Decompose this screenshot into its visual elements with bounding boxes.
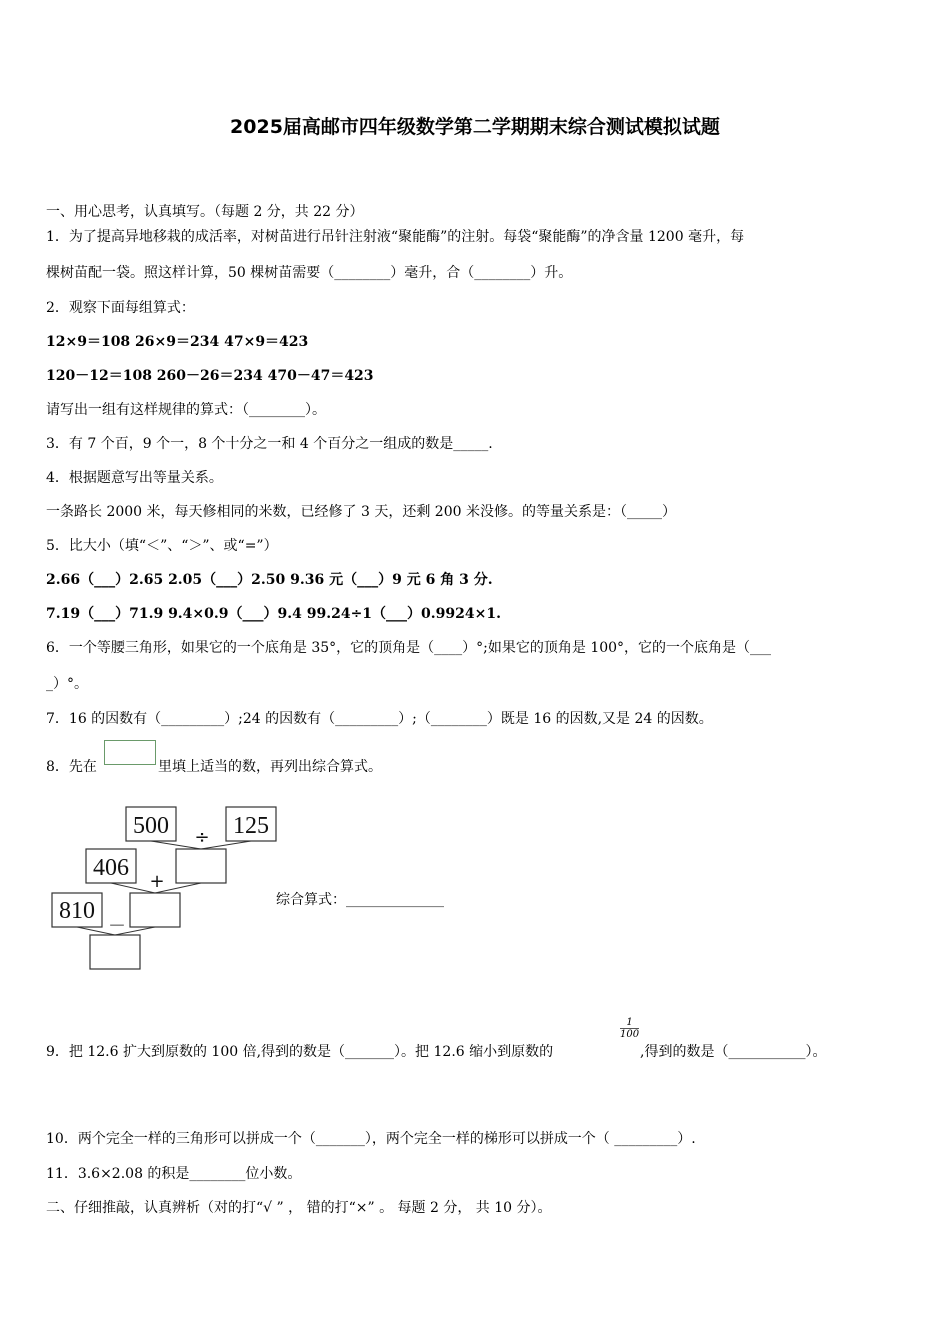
question-6-line-1: 6．一个等腰三角形，如果它的一个底角是 35°，它的顶角是（____）°;如果它的顶角是 100°，它的一个底角是（___ — [46, 640, 772, 656]
blank-box-result — [90, 935, 140, 969]
question-2-prompt: 请写出一组有这样规律的算式：（________）。 — [46, 402, 326, 418]
question-8-text: 里填上适当的数，再列出综合算式。 — [158, 759, 382, 775]
question-11: 11．3.6×2.08 的积是________位小数。 — [46, 1166, 302, 1182]
fraction-numerator: 1 — [626, 1017, 633, 1028]
question-9-part-2: ,得到的数是（___________）。 — [640, 1044, 827, 1060]
question-1-line-1: 1．为了提高异地移栽的成活率，对树苗进行吊针注射液“聚能酶”的注射。每袋“聚能酶”的净含量 1200 毫升，每 — [46, 229, 745, 245]
fraction-one-hundredth — [620, 1017, 639, 1040]
number-810: 810 — [59, 898, 95, 924]
question-1-line-2: 棵树苗配一袋。照这样计算，50 棵树苗需要（________）毫升，合（________）升。 — [46, 265, 573, 281]
question-8-prefix: 8．先在 — [46, 759, 97, 775]
question-4-text: 一条路长 2000 米，每天修相同的米数，已经修了 3 天，还剩 200 米没修。的等量关系是：（_____） — [46, 504, 676, 520]
question-4: 4．根据题意写出等量关系。 — [46, 470, 223, 486]
section-2-heading: 二、仔细推敲，认真辨析（对的打“√ ” ， 错的打“×” 。 每题 2 分， 共 10 分）。 — [46, 1200, 552, 1216]
blank-box-quotient — [176, 849, 226, 883]
calculation-tree-diagram — [50, 800, 290, 975]
question-5-row-1: 2.66（___）2.65 2.05（___）2.50 9.36 元（___）9 元 6 角 3 分. — [46, 572, 493, 588]
number-500: 500 — [133, 813, 169, 839]
question-3: 3．有 7 个百，9 个一，8 个十分之一和 4 个百分之一组成的数是_____. — [46, 436, 493, 452]
fraction-denominator: 100 — [620, 1029, 640, 1040]
blank-box-sum — [130, 893, 180, 927]
question-9-part-1: 9．把 12.6 扩大到原数的 100 倍,得到的数是（_______）。把 12.6 缩小到原数的 — [46, 1044, 554, 1060]
minus-sign: － — [108, 916, 126, 937]
question-5-row-2: 7.19（___）71.9 9.4×0.9（___）9.4 99.24÷1（___）0.9924×1. — [46, 606, 501, 622]
divide-sign: ÷ — [194, 827, 210, 848]
number-406: 406 — [93, 855, 129, 881]
section-1-heading: 一、用心思考，认真填写。（每题 2 分，共 22 分） — [46, 204, 364, 220]
question-10: 10．两个完全一样的三角形可以拼成一个（_______），两个完全一样的梯形可以拼成一个（ _________）. — [46, 1131, 696, 1147]
question-2-row-2: 120－12＝108 260－26＝234 470－47＝423 — [46, 368, 374, 384]
question-2-row-1: 12×9＝108 26×9＝234 47×9＝423 — [46, 334, 309, 350]
plus-sign: + — [149, 871, 165, 892]
page-title: 2025届高邮市四年级数学第二学期期末综合测试模拟试题 — [230, 116, 720, 138]
question-2: 2．观察下面每组算式： — [46, 300, 195, 316]
number-125: 125 — [233, 813, 269, 839]
question-5: 5．比大小（填“＜”、“＞”、或“=”） — [46, 538, 278, 554]
answer-box-example — [104, 740, 156, 765]
question-6-line-2: _）°。 — [46, 676, 88, 692]
question-7: 7．16 的因数有（_________）;24 的因数有（_________）;（________）既是 16 的因数,又是 24 的因数。 — [46, 711, 713, 727]
question-8-formula: 综合算式：______________ — [276, 892, 444, 908]
